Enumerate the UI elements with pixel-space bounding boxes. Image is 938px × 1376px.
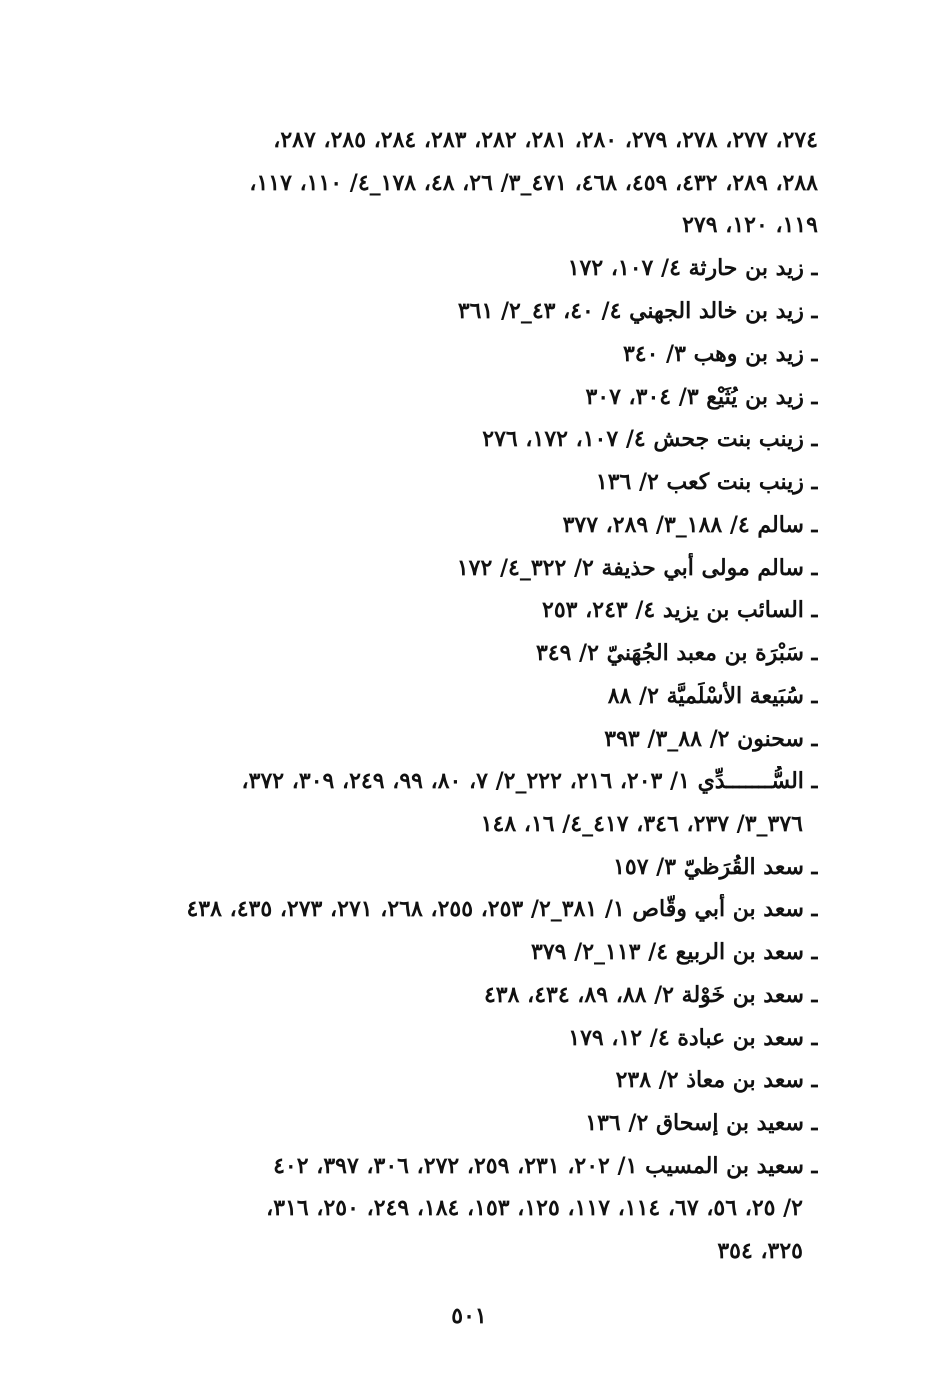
index-entry-continuation: ٣٢٥، ٣٥٤ (717, 1238, 803, 1264)
index-entry: ـ السائب بن يزيد ٤/ ٢٤٣، ٢٥٣ (542, 597, 818, 623)
index-entry: ـ زيد بن وهب ٣/ ٣٤٠ (622, 341, 818, 367)
index-entry: ـ سعد بن معاذ ٢/ ٢٣٨ (615, 1067, 818, 1093)
index-entry: ـ سُبَيعة الأسْلَميَّة ٢/ ٨٨ (607, 683, 818, 709)
index-entry: ـ سعيد بن إسحاق ٢/ ١٣٦ (585, 1110, 818, 1136)
index-entry: ـ سالم مولى أبي حذيفة ٢/ ٣٢٢_٤/ ١٧٢ (456, 555, 818, 581)
index-entry: ـ زيد بن حارثة ٤/ ١٠٧، ١٧٢ (567, 255, 818, 281)
page-number: ٥٠١ (451, 1303, 487, 1329)
index-entry: ـ سعد القُرَظيّ ٣/ ١٥٧ (613, 854, 818, 880)
index-entry: ـ زينب بنت جحش ٤/ ١٠٧، ١٧٢، ٢٧٦ (482, 426, 818, 452)
index-entry: ـ سالم ٤/ ١٨٨_٣/ ٢٨٩، ٣٧٧ (562, 512, 818, 538)
index-entry: ـ السُّـــــــدِّي ١/ ٢٠٣، ٢١٦، ٢٢٢_٢/ ٧، ٨٠، ٩٩، ٢٤٩، ٣٠٩، ٣٧٢، (241, 768, 818, 794)
index-entry: ـ سعد بن خَوْلة ٢/ ٨٨، ٨٩، ٤٣٤، ٤٣٨ (483, 982, 818, 1008)
index-entry-continuation: ٢٨٨، ٢٨٩، ٤٣٢، ٤٥٩، ٤٦٨، ٤٧١_٣/ ٢٦، ٤٨، ١٧٨_٤/ ١١٠، ١١٧، (249, 170, 818, 196)
index-entry: ـ سعد بن عبادة ٤/ ١٢، ١٧٩ (568, 1025, 818, 1051)
index-entry-continuation: ٢/ ٢٥، ٥٦، ٦٧، ١١٤، ١١٧، ١٢٥، ١٥٣، ١٨٤، ٢٤٩، ٢٥٠، ٣١٦، (266, 1195, 803, 1221)
index-entry: ـ زيد بن خالد الجهني ٤/ ٤٠، ٤٣_٢/ ٣٦١ (457, 298, 818, 324)
index-entry: ـ سعد بن الربيع ٤/ ١١٣_٢/ ٣٧٩ (531, 939, 818, 965)
index-entry: ـ سعيد بن المسيب ١/ ٢٠٢، ٢٣١، ٢٥٩، ٢٧٢، ٣٠٦، ٣٩٧، ٤٠٢ (273, 1153, 818, 1179)
index-entry: ـ زينب بنت كعب ٢/ ١٣٦ (595, 469, 818, 495)
index-entry-continuation: ٣٧٦_٣/ ٢٣٧، ٣٤٦، ٤١٧_٤/ ١٦، ١٤٨ (480, 811, 803, 837)
index-entry: ـ زيد بن يُثَيْع ٣/ ٣٠٤، ٣٠٧ (585, 384, 818, 410)
index-entry-continuation: ١١٩، ١٢٠، ٢٧٩ (682, 212, 818, 238)
index-entry: ـ سَبْرَة بن معبد الجُهَنيّ ٢/ ٣٤٩ (535, 640, 818, 666)
index-entry: ـ سعد بن أبي وقّاص ١/ ٣٨١_٢/ ٢٥٣، ٢٥٥، ٢٦٨، ٢٧١، ٢٧٣، ٤٣٥، ٤٣٨ (186, 896, 818, 922)
index-entry-continuation: ٢٧٤، ٢٧٧، ٢٧٨، ٢٧٩، ٢٨٠، ٢٨١، ٢٨٢، ٢٨٣، ٢٨٤، ٢٨٥، ٢٨٧، (273, 127, 818, 153)
index-entry: ـ سحنون ٢/ ٨٨_٣/ ٣٩٣ (604, 726, 818, 752)
